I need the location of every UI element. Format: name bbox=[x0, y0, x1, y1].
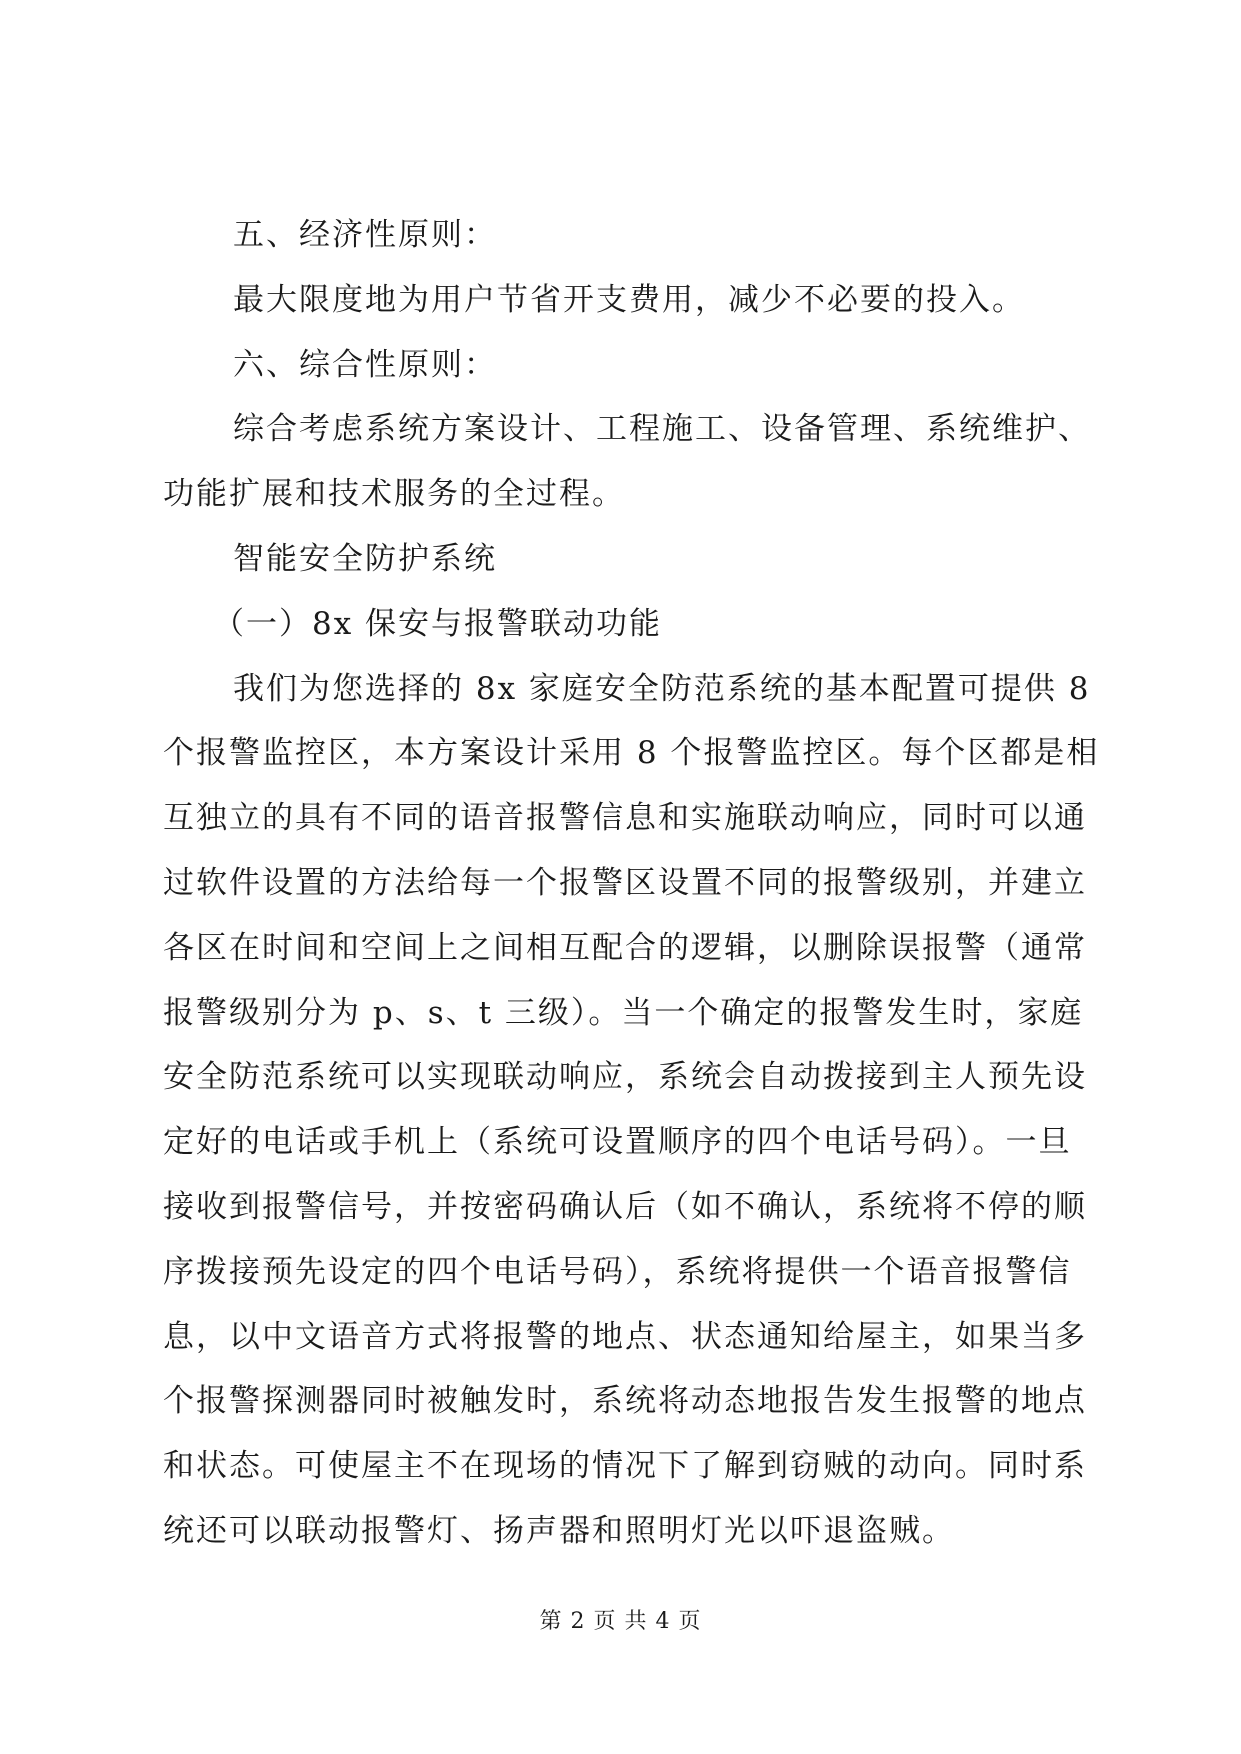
section-title-security-system: 智能安全防护系统 bbox=[233, 540, 497, 577]
section-heading-economy: 五、经济性原则： bbox=[233, 217, 497, 253]
paragraph-line: 互独立的具有不同的语音报警信息和实施联动响应，同时可以通 bbox=[163, 800, 1087, 837]
paragraph-line: 我们为您选择的 8x 家庭安全防范系统的基本配置可提供 8 bbox=[233, 670, 1091, 707]
paragraph-line: 综合考虑系统方案设计、工程施工、设备管理、系统维护、 bbox=[233, 411, 1091, 448]
paragraph-line: 息，以中文语音方式将报警的地点、状态通知给屋主，如果当多 bbox=[163, 1318, 1087, 1355]
section-heading-comprehensive: 六、综合性原则： bbox=[233, 346, 497, 383]
paragraph-line: 个报警探测器同时被触发时，系统将动态地报告发生报警的地点 bbox=[163, 1383, 1087, 1420]
paragraph-line: 最大限度地为用户节省开支费用，减少不必要的投入。 bbox=[233, 281, 1025, 318]
page-footer: 第 2 页 共 4 页 bbox=[539, 1609, 702, 1634]
paragraph-line: 定好的电话或手机上（系统可设置顺序的四个电话号码）。一旦 bbox=[163, 1124, 1072, 1161]
paragraph-line: 过软件设置的方法给每一个报警区设置不同的报警级别，并建立 bbox=[163, 864, 1087, 901]
paragraph-line: 功能扩展和技术服务的全过程。 bbox=[163, 476, 625, 513]
paragraph-line: 接收到报警信号，并按密码确认后（如不确认，系统将不停的顺 bbox=[163, 1188, 1087, 1225]
paragraph-line: 各区在时间和空间上之间相互配合的逻辑，以删除误报警（通常 bbox=[163, 929, 1087, 966]
paragraph-line: 和状态。可使屋主不在现场的情况下了解到窃贼的动向。同时系 bbox=[163, 1448, 1087, 1485]
document-body bbox=[163, 203, 1113, 1564]
paragraph-line: 个报警监控区，本方案设计采用 8 个报警监控区。每个区都是相 bbox=[163, 735, 1100, 772]
paragraph-line: 统还可以联动报警灯、扬声器和照明灯光以吓退盗贼。 bbox=[163, 1512, 955, 1549]
paragraph-line: 报警级别分为 p、s、t 三级）。当一个确定的报警发生时，家庭 bbox=[163, 994, 1084, 1031]
subsection-title-alarm-linkage: （一）8x 保安与报警联动功能 bbox=[213, 605, 663, 642]
paragraph-line: 序拨接预先设定的四个电话号码），系统将提供一个语音报警信 bbox=[163, 1253, 1072, 1290]
paragraph-line: 安全防范系统可以实现联动响应，系统会自动拨接到主人预先设 bbox=[163, 1059, 1087, 1096]
